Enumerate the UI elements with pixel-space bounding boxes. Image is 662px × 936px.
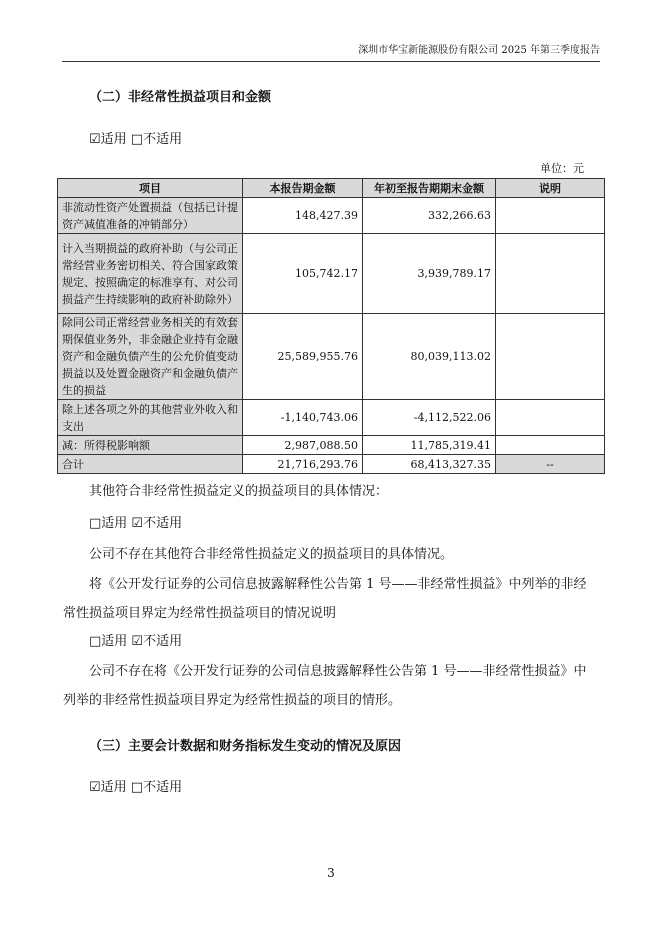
row-note (496, 314, 605, 400)
row-note: -- (496, 455, 605, 474)
row-ytd: 332,266.63 (363, 198, 496, 234)
unit-label: 单位：元 (540, 162, 584, 175)
row-note (496, 436, 605, 455)
header-note: 说明 (496, 179, 605, 198)
other-items-applicable: □适用 ☑不适用 (89, 516, 183, 531)
row-current: 25,589,955.76 (243, 314, 363, 400)
row-current: 148,427.39 (243, 198, 363, 234)
row-ytd: 80,039,113.02 (363, 314, 496, 400)
table-total-row (58, 455, 605, 474)
row-current: 2,987,088.50 (243, 436, 363, 455)
table-row (58, 436, 605, 455)
non-recurring-gains-table (57, 178, 605, 474)
other-items-intro: 其他符合非经常性损益定义的损益项目的具体情况： (89, 484, 389, 499)
header-ytd: 年初至报告期期末金额 (363, 179, 496, 198)
row-ytd: 3,939,789.17 (363, 234, 496, 314)
reclass-statement: 公司不存在将《公开发行证券的公司信息披露解释性公告第 1 号——非经常性损益》中列举的非经常性损益项目界定为经常性损益的项目的情形。 (63, 664, 587, 708)
header-current: 本报告期金额 (243, 179, 363, 198)
row-note (496, 198, 605, 234)
row-current: -1,140,743.06 (243, 400, 363, 436)
row-ytd: 11,785,319.41 (363, 436, 496, 455)
row-current: 21,716,293.76 (243, 455, 363, 474)
row-item: 非流动性资产处置损益（包括已计提资产减值准备的冲销部分） (58, 198, 243, 234)
reclass-applicable: □适用 ☑不适用 (89, 634, 183, 649)
section-2-title: （二）非经常性损益项目和金额 (89, 90, 272, 105)
table-row (58, 198, 605, 234)
other-items-statement: 公司不存在其他符合非经常性损益定义的损益项目的具体情况。 (89, 547, 454, 562)
section-3-title: （三）主要会计数据和财务指标发生变动的情况及原因 (89, 739, 402, 754)
table-row (58, 234, 605, 314)
section-3-applicable: ☑适用 □不适用 (89, 780, 183, 795)
row-note (496, 234, 605, 314)
header-item: 项目 (58, 179, 243, 198)
row-current: 105,742.17 (243, 234, 363, 314)
row-item: 合计 (58, 455, 243, 474)
row-note (496, 400, 605, 436)
row-item: 减：所得税影响额 (58, 436, 243, 455)
reclass-intro: 将《公开发行证券的公司信息披露解释性公告第 1 号——非经常性损益》中列举的非经常性损益项目界定为经常性损益项目的情况说明 (63, 577, 587, 621)
table-row (58, 314, 605, 400)
page-header: 深圳市华宝新能源股份有限公司 2025 年第三季度报告 (62, 42, 600, 62)
row-item: 除同公司正常经营业务相关的有效套期保值业务外，非金融企业持有金融资产和金融负债产生的公允价值变动损益以及处置金融资产和金融负债产生的损益 (58, 314, 243, 400)
row-ytd: 68,413,327.35 (363, 455, 496, 474)
page-number: 3 (327, 866, 335, 880)
table-row (58, 400, 605, 436)
row-item: 除上述各项之外的其他营业外收入和支出 (58, 400, 243, 436)
section-2-applicable: ☑适用 □不适用 (89, 132, 183, 147)
row-item: 计入当期损益的政府补助（与公司正常经营业务密切相关、符合国家政策规定、按照确定的标准享有、对公司损益产生持续影响的政府补助除外） (58, 234, 243, 314)
row-ytd: -4,112,522.06 (363, 400, 496, 436)
table-header-row (58, 179, 605, 198)
